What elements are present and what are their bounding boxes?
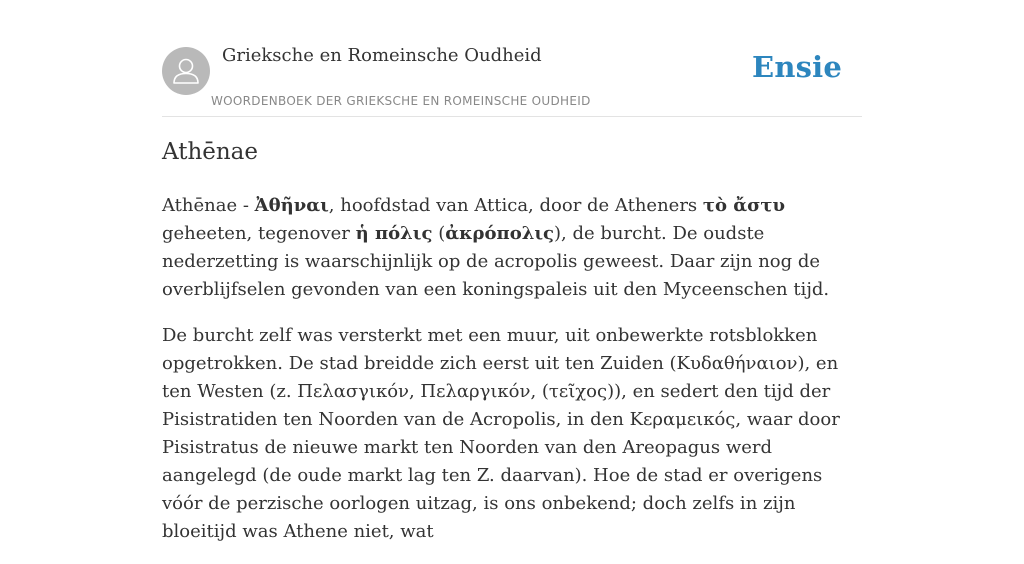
user-icon bbox=[162, 47, 210, 95]
dictionary-header bbox=[162, 0, 862, 117]
paragraph-text: geheeten, tegenover bbox=[162, 223, 356, 244]
greek-term: τὸ ἄστυ bbox=[702, 195, 785, 216]
entry-paragraph: De burcht zelf was versterkt met een muur, uit onbewerkte rotsblokken opgetrokken. De stad breidde zich eerst uit ten Zuiden (Κυδαθήναιον), en ten Westen (z. Πελασγικόν, Πελαργικόν, (τεῖχος)), en sedert den tijd der Pisistratiden ten Noorden van de Acropolis, in den Κεραμεικός, waar door Pisistratus de nieuwe markt ten Noorden van den Areopagus werd aangelegd (de oude markt lag ten Z. daarvan). Hoe de stad er overigens vóór de perzische oorlogen uitzag, is ons onbekend; doch zelfs in zijn bloeitijd was Athene niet, wat bbox=[162, 325, 840, 542]
page bbox=[162, 0, 862, 542]
paragraph-text: , hoofdstad van Attica, door de Atheners bbox=[328, 195, 703, 216]
avatar[interactable] bbox=[162, 47, 210, 95]
paragraph-text: ), de burcht. De oudste nederzetting is waarschijnlijk op de acropolis geweest. Daar zijn nog de overblijfselen gevonden van een koningspaleis uit den Myceenschen tijd. bbox=[162, 223, 830, 300]
greek-term: ἡ πόλις bbox=[355, 223, 433, 244]
paragraph-text: ( bbox=[432, 223, 446, 244]
paragraph-text: Athēnae - bbox=[162, 195, 255, 216]
dictionary-subtitle: WOORDENBOEK DER GRIEKSCHE EN ROMEINSCHE OUDHEID bbox=[211, 94, 591, 108]
greek-term: Ἀθῆναι bbox=[254, 195, 329, 216]
greek-term: ἀκρόπολις bbox=[445, 223, 555, 244]
entry-paragraph bbox=[162, 192, 867, 304]
dictionary-title-link[interactable]: Grieksche en Romeinsche Oudheid bbox=[222, 45, 542, 66]
brand-logo-link[interactable]: Ensie bbox=[752, 50, 842, 84]
entry-title: Athēnae bbox=[162, 139, 259, 165]
entry-content bbox=[162, 192, 867, 564]
